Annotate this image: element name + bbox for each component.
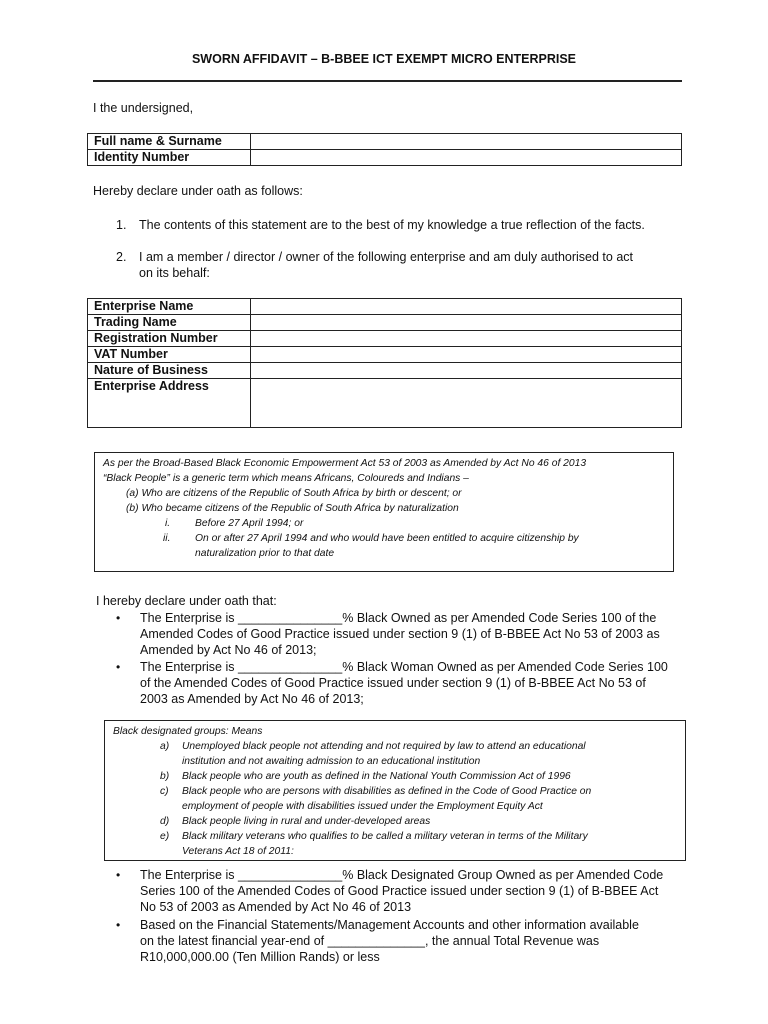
item-letter: d) — [160, 816, 170, 827]
box-line: Black people who are persons with disabilities as defined in the Code of Good Practice on — [182, 786, 592, 797]
intro-text: I the undersigned, — [93, 101, 194, 115]
full-name-field[interactable] — [251, 134, 682, 150]
bullet-line: The Enterprise is _______________% Black Designated Group Owned as per Amended Code — [140, 868, 664, 882]
box-line: Veterans Act 18 of 2011: — [182, 846, 294, 857]
identity-number-field[interactable] — [251, 150, 682, 166]
bullet-glyph: • — [116, 918, 121, 932]
item-text: I am a member / director / owner of the following enterprise and am duly authorised to act — [139, 250, 633, 264]
field-label: Full name & Surname — [88, 134, 251, 150]
item-number: 1. — [116, 218, 127, 232]
bullet-line: Series 100 of the Amended Codes of Good Practice issued under section 9 (1) of B-BBEE Act — [140, 884, 659, 898]
table-row — [88, 150, 682, 166]
item-text: on its behalf: — [139, 266, 210, 280]
table-row — [88, 347, 682, 363]
definition-box — [94, 452, 674, 572]
identity-table — [87, 133, 682, 166]
bullet-line: No 53 of 2003 as Amended by Act No 46 of 2013 — [140, 900, 412, 914]
item-number: 2. — [116, 250, 127, 264]
bullet-line: The Enterprise is _______________% Black Owned as per Amended Code Series 100 of the — [140, 611, 657, 625]
item-letter: e) — [160, 831, 170, 842]
item-letter: a) — [160, 741, 170, 752]
field-label: Nature of Business — [88, 363, 251, 379]
bullet-line: R10,000,000.00 (Ten Million Rands) or less — [140, 950, 380, 964]
box-line: Black people who are youth as defined in the National Youth Commission Act of 1996 — [182, 771, 571, 782]
registration-number-field[interactable] — [251, 331, 682, 347]
field-label: Trading Name — [88, 315, 251, 331]
list-item — [116, 659, 696, 707]
bullet-line: Based on the Financial Statements/Management Accounts and other information available — [140, 918, 639, 932]
box-line: Unemployed black people not attending and not required by law to attend an educational — [182, 741, 586, 752]
bullet-line: on the latest financial year-end of ______________, the annual Total Revenue was — [140, 934, 600, 948]
box-line: As per the Broad-Based Black Economic Empowerment Act 53 of 2003 as Amended by Act No 46 of 2013 — [103, 458, 587, 469]
box-line: “Black People” is a generic term which means Africans, Coloureds and Indians – — [103, 473, 469, 484]
field-label: Enterprise Name — [88, 299, 251, 315]
list-item — [116, 867, 696, 915]
bullet-line: Amended Codes of Good Practice issued under section 9 (1) of B-BBEE Act No 53 of 2003 as — [140, 627, 660, 641]
table-row — [88, 363, 682, 379]
enterprise-name-field[interactable] — [251, 299, 682, 315]
bullet-glyph: • — [116, 868, 121, 882]
title-rule — [93, 80, 682, 82]
list-item — [116, 917, 696, 965]
bullet-line: Amended by Act No 46 of 2013; — [140, 643, 317, 657]
box-line: (a) Who are citizens of the Republic of South Africa by birth or descent; or — [126, 488, 462, 499]
field-label: Identity Number — [88, 150, 251, 166]
declare-heading: Hereby declare under oath as follows: — [93, 184, 303, 198]
box-heading: Black designated groups: Means — [113, 726, 263, 737]
list-item — [116, 610, 696, 658]
enterprise-table — [87, 298, 682, 428]
enterprise-address-field[interactable] — [251, 379, 682, 428]
box-line: Black military veterans who qualifies to be called a military veteran in terms of the Military — [182, 831, 588, 842]
roman-number: ii. — [163, 533, 171, 544]
trading-name-field[interactable] — [251, 315, 682, 331]
bullet-line: The Enterprise is _______________% Black Woman Owned as per Amended Code Series 100 — [140, 660, 668, 674]
bullet-glyph: • — [116, 611, 121, 625]
field-label: Registration Number — [88, 331, 251, 347]
roman-number: i. — [165, 518, 171, 529]
item-letter: b) — [160, 771, 170, 782]
box-line: Before 27 April 1994; or — [195, 518, 304, 529]
item-letter: c) — [160, 786, 169, 797]
vat-number-field[interactable] — [251, 347, 682, 363]
box-line: On or after 27 April 1994 and who would have been entitled to acquire citizenship by — [195, 533, 579, 544]
bullet-line: of the Amended Codes of Good Practice issued under section 9 (1) of B-BBEE Act No 53 of — [140, 676, 646, 690]
item-text: The contents of this statement are to the best of my knowledge a true reflection of the facts. — [139, 218, 645, 232]
box-line: Black people living in rural and under-developed areas — [182, 816, 431, 827]
box-line: employment of people with disabilities issued under the Employment Equity Act — [182, 801, 543, 812]
box-line: institution and not awaiting admission to an educational institution — [182, 756, 481, 767]
field-label: VAT Number — [88, 347, 251, 363]
box-line: (b) Who became citizens of the Republic of South Africa by naturalization — [126, 503, 459, 514]
document-title: SWORN AFFIDAVIT – B-BBEE ICT EXEMPT MICRO ENTERPRISE — [191, 52, 577, 66]
numbered-item — [116, 249, 686, 281]
table-row — [88, 331, 682, 347]
table-row — [88, 379, 682, 428]
table-row — [88, 134, 682, 150]
box-line: naturalization prior to that date — [195, 548, 335, 559]
numbered-item — [116, 217, 686, 233]
bullet-glyph: • — [116, 660, 121, 674]
table-row — [88, 299, 682, 315]
field-label: Enterprise Address — [88, 379, 251, 428]
oath-heading: I hereby declare under oath that: — [96, 594, 277, 608]
bullet-line: 2003 as Amended by Act No 46 of 2013; — [140, 692, 364, 706]
nature-of-business-field[interactable] — [251, 363, 682, 379]
table-row — [88, 315, 682, 331]
designated-groups-box — [104, 720, 686, 861]
